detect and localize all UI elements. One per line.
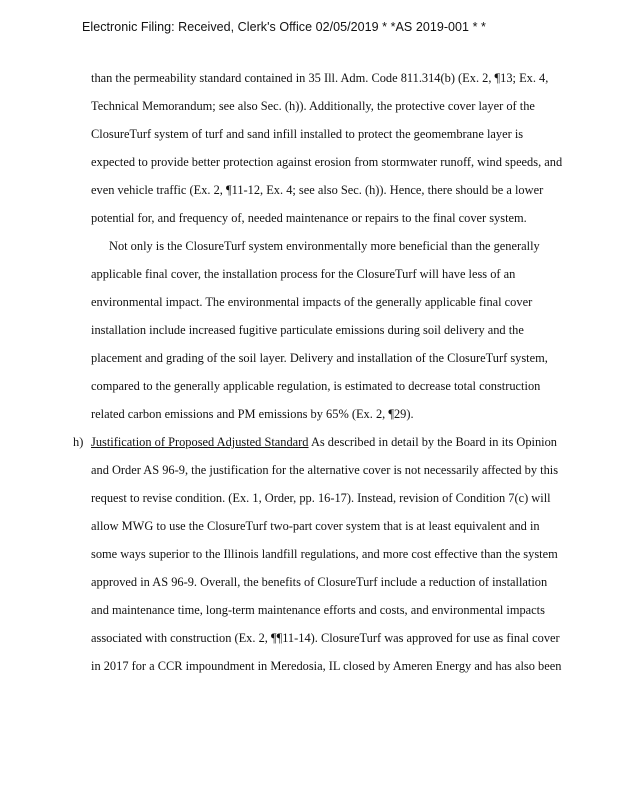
body-line: ClosureTurf system of turf and sand infill installed to protect the geomembrane layer is bbox=[91, 127, 524, 141]
filing-header: Electronic Filing: Received, Clerk's Office 02/05/2019 * *AS 2019-001 * * bbox=[82, 20, 486, 34]
section-marker: h) bbox=[73, 435, 84, 449]
body-line: some ways superior to the Illinois landfill regulations, and more cost effective than the system bbox=[91, 547, 558, 561]
body-line: and Order AS 96-9, the justification for the alternative cover is not necessarily affected by this bbox=[91, 463, 559, 477]
body-line: placement and grading of the soil layer. Delivery and installation of the ClosureTurf system, bbox=[91, 351, 548, 365]
body-line: associated with construction (Ex. 2, ¶¶11-14). ClosureTurf was approved for use as final cover bbox=[91, 631, 560, 645]
body-line: in 2017 for a CCR impoundment in Meredosia, IL closed by Ameren Energy and has also been bbox=[91, 659, 562, 673]
body-line: Technical Memorandum; see also Sec. (h)). Additionally, the protective cover layer of the bbox=[91, 99, 535, 113]
section-heading-line bbox=[91, 435, 557, 449]
body-line: installation include increased fugitive particulate emissions during soil delivery and the bbox=[91, 323, 524, 337]
body-line: applicable final cover, the installation process for the ClosureTurf will have less of an bbox=[91, 267, 516, 281]
body-line: than the permeability standard contained in 35 Ill. Adm. Code 811.314(b) (Ex. 2, ¶13; Ex. 4, bbox=[91, 71, 549, 85]
body-line: expected to provide better protection against erosion from stormwater runoff, wind speeds, and bbox=[91, 155, 563, 169]
body-line: Not only is the ClosureTurf system environmentally more beneficial than the generally bbox=[109, 239, 540, 253]
body-line: related carbon emissions and PM emissions by 65% (Ex. 2, ¶29). bbox=[91, 407, 414, 421]
body-line: approved in AS 96-9. Overall, the benefits of ClosureTurf include a reduction of installation bbox=[91, 575, 548, 589]
body-line: allow MWG to use the ClosureTurf two-part cover system that is at least equivalent and in bbox=[91, 519, 540, 533]
body-line: environmental impact. The environmental impacts of the generally applicable final cover bbox=[91, 295, 533, 309]
body-line: potential for, and frequency of, needed maintenance or repairs to the final cover system. bbox=[91, 211, 527, 225]
section-heading: Justification of Proposed Adjusted Standard bbox=[91, 435, 309, 449]
section-heading-continuation: As described in detail by the Board in its Opinion bbox=[310, 435, 557, 449]
body-line: request to revise condition. (Ex. 1, Order, pp. 16-17). Instead, revision of Condition 7(c) will bbox=[91, 491, 551, 505]
body-line: compared to the generally applicable regulation, is estimated to decrease total construction bbox=[91, 379, 541, 393]
body-line: and maintenance time, long-term maintenance efforts and costs, and environmental impacts bbox=[91, 603, 545, 617]
body-line: even vehicle traffic (Ex. 2, ¶11-12, Ex. 4; see also Sec. (h)). Hence, there should be a lower bbox=[91, 183, 544, 197]
